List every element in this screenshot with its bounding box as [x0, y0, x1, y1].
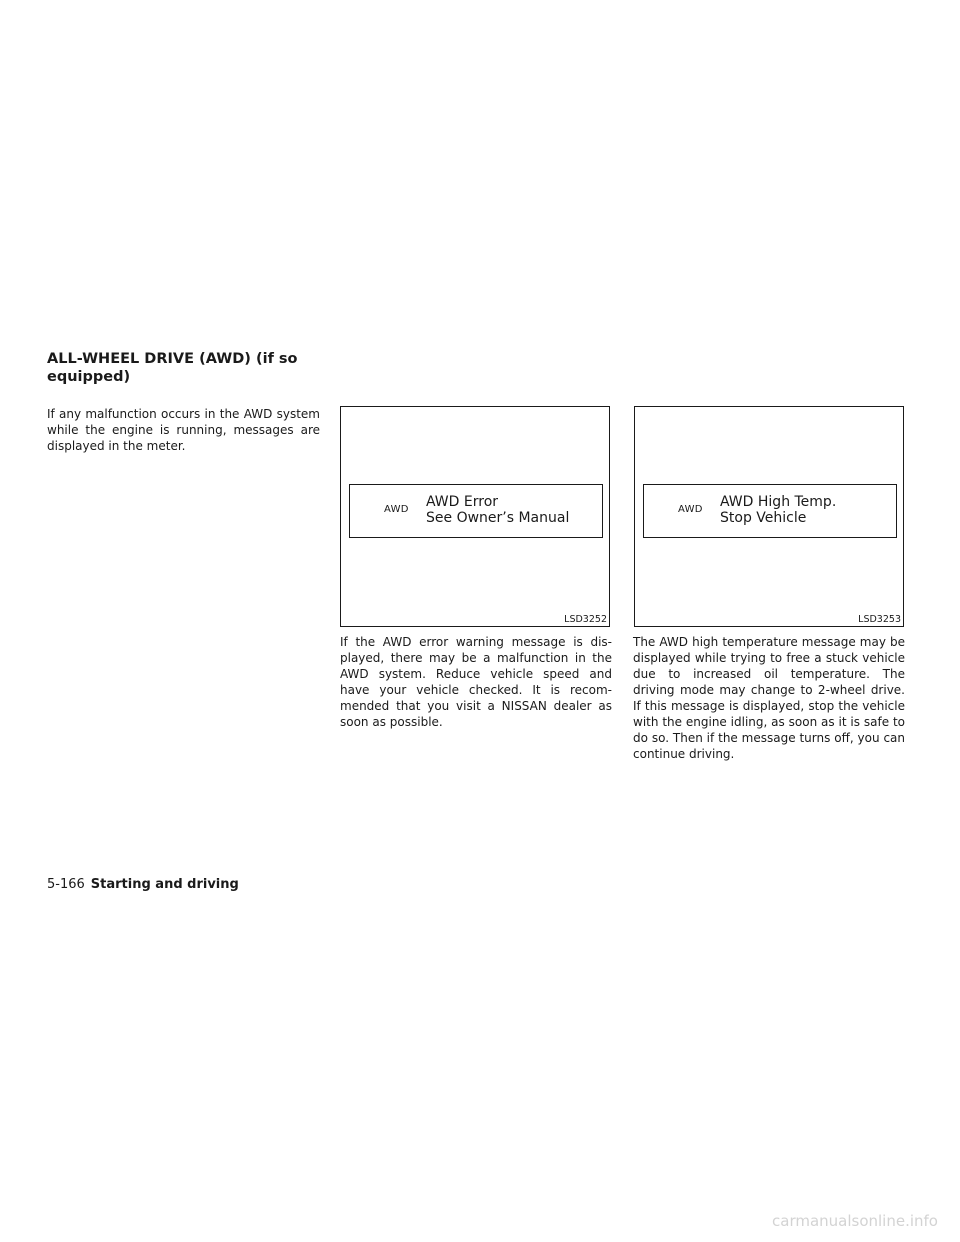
awd-high-temp-caption: The AWD high temperature message may be displayed while trying to free a stuck vehicle due to increased oil temperature. The driving mode may change to 2-wheel drive. If this message is displayed, stop the vehicle with the engine idling, as soon as it is safe to do so. Then if the message turns off, you can continue driving. [633, 635, 905, 761]
awd-error-caption: If the AWD error warning message is displayed, there may be a malfunction in the AWD system. Reduce vehicle speed and have your vehicle checked. It is recommended that you visit a NISSAN dealer as soon as possible. [340, 635, 612, 729]
awd-high-temp-meter-message [643, 484, 897, 538]
figure-code: LSD3252 [564, 614, 607, 625]
page-footer [47, 877, 239, 893]
page-number: 5-166 [47, 877, 85, 892]
awd-error-message-line1: AWD Error [426, 494, 499, 510]
watermark: carmanualsonline.info [772, 1212, 938, 1230]
awd-indicator-icon: AWD [678, 504, 703, 515]
chapter-title: Starting and driving [90, 877, 239, 892]
awd-indicator-icon: AWD [384, 504, 409, 515]
figure-code: LSD3253 [858, 614, 901, 625]
section-title-line1: ALL-WHEEL DRIVE (AWD) (if so [47, 351, 298, 367]
section-title-line2: equipped) [47, 369, 131, 385]
awd-high-temp-message-line2: Stop Vehicle [720, 510, 807, 526]
awd-high-temp-figure [634, 406, 904, 627]
awd-high-temp-message-line1: AWD High Temp. [720, 494, 837, 510]
intro-paragraph: If any malfunction occurs in the AWD system while the engine is running, messages are displayed in the meter. [47, 407, 320, 453]
awd-error-meter-message [349, 484, 603, 538]
awd-error-message-line2: See Owner’s Manual [426, 510, 570, 526]
section-title [47, 350, 337, 386]
awd-error-figure [340, 406, 610, 627]
